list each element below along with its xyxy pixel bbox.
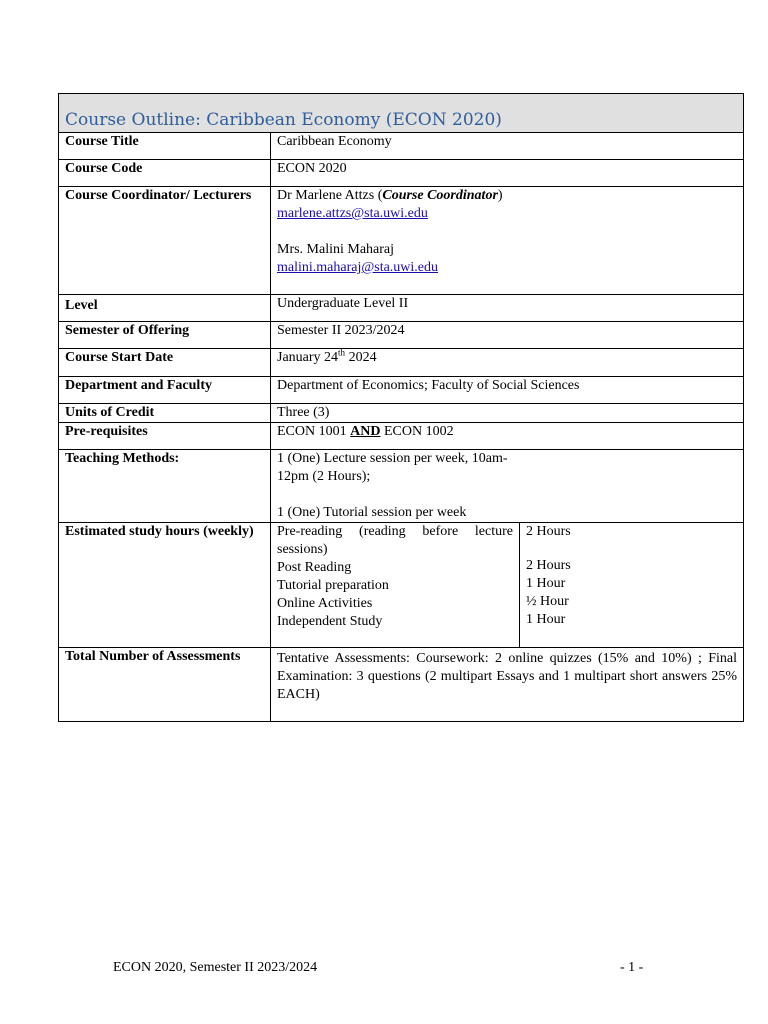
table-row <box>59 523 744 648</box>
study-hours-value: ½ Hour <box>526 594 569 609</box>
start-date-sup: th <box>338 347 346 358</box>
footer-course-semester: ECON 2020, Semester II 2023/2024 <box>113 960 318 975</box>
coordinator-cell <box>271 187 744 295</box>
start-date-text: January 24 <box>277 350 339 365</box>
row-label: Course Code <box>59 160 271 187</box>
paren-close: ) <box>497 188 503 203</box>
coordinator-email-link[interactable]: marlene.attzs@sta.uwi.edu <box>277 206 428 221</box>
lecturer-name: Mrs. Malini Maharaj <box>277 242 395 257</box>
row-label: Course Coordinator/ Lecturers <box>59 187 271 295</box>
table-row <box>59 404 744 423</box>
row-label: Total Number of Assessments <box>59 648 271 722</box>
row-label: Semester of Offering <box>59 322 271 349</box>
table-row <box>59 423 744 450</box>
row-value: ECON 2020 <box>271 160 744 187</box>
study-hours-value: 1 Hour <box>526 612 566 627</box>
footer-page-number: - 1 - <box>620 960 644 975</box>
row-label: Units of Credit <box>59 404 271 423</box>
teaching-line: 1 (One) Lecture session per week, 10am- <box>277 451 508 466</box>
prereq-course-2: ECON 1002 <box>380 424 454 439</box>
study-activity: Post Reading <box>277 560 352 575</box>
table-row <box>59 322 744 349</box>
start-date-year: 2024 <box>345 350 377 365</box>
study-activities <box>271 523 520 647</box>
page-title: Course Outline: Caribbean Economy (ECON 2020) <box>59 94 744 133</box>
teaching-line: 12pm (2 Hours); <box>277 469 371 484</box>
course-outline-table <box>58 93 744 722</box>
table-row <box>59 295 744 322</box>
row-value: Department of Economics; Faculty of Social Sciences <box>271 377 744 404</box>
row-value: Three (3) <box>271 404 744 423</box>
row-label: Pre-requisites <box>59 423 271 450</box>
table-row <box>59 187 744 295</box>
table-row <box>59 349 744 377</box>
study-hours-cell <box>271 523 744 648</box>
row-label: Course Title <box>59 133 271 160</box>
table-row <box>59 648 744 722</box>
row-label: Course Start Date <box>59 349 271 377</box>
study-hours-value: 1 Hour <box>526 576 566 591</box>
teaching-line: 1 (One) Tutorial session per week <box>277 505 467 520</box>
row-value <box>271 349 744 377</box>
lecturer-email-link[interactable]: malini.maharaj@sta.uwi.edu <box>277 260 439 275</box>
study-activity: Independent Study <box>277 614 383 629</box>
teaching-cell <box>271 450 744 523</box>
study-hours-value: 2 Hours <box>526 524 571 539</box>
study-hours <box>520 523 577 647</box>
row-label: Teaching Methods: <box>59 450 271 523</box>
row-value: Undergraduate Level II <box>271 295 744 322</box>
row-label: Level <box>59 295 271 322</box>
study-activity: Tutorial preparation <box>277 578 389 593</box>
prereq-course-1: ECON 1001 <box>277 424 351 439</box>
prereq-and: AND <box>350 424 381 439</box>
row-value: Tentative Assessments: Coursework: 2 online quizzes (15% and 10%) ; Final Examination: 3 questions (2 multipart Essays and 1 multipart short answers 25% EACH) <box>271 648 744 722</box>
coordinator-name: Dr Marlene Attzs ( <box>277 188 383 203</box>
study-hours-value: 2 Hours <box>526 558 571 573</box>
table-row <box>59 450 744 523</box>
study-activity: Pre-reading (reading before lecture sessions) <box>277 524 513 557</box>
table-row <box>59 133 744 160</box>
row-label: Department and Faculty <box>59 377 271 404</box>
coordinator-role: Course Coordinator <box>382 188 498 203</box>
row-value: Semester II 2023/2024 <box>271 322 744 349</box>
table-row <box>59 377 744 404</box>
row-value: Caribbean Economy <box>271 133 744 160</box>
row-value <box>271 423 744 450</box>
study-activity: Online Activities <box>277 596 373 611</box>
row-label: Estimated study hours (weekly) <box>59 523 271 648</box>
table-row <box>59 160 744 187</box>
